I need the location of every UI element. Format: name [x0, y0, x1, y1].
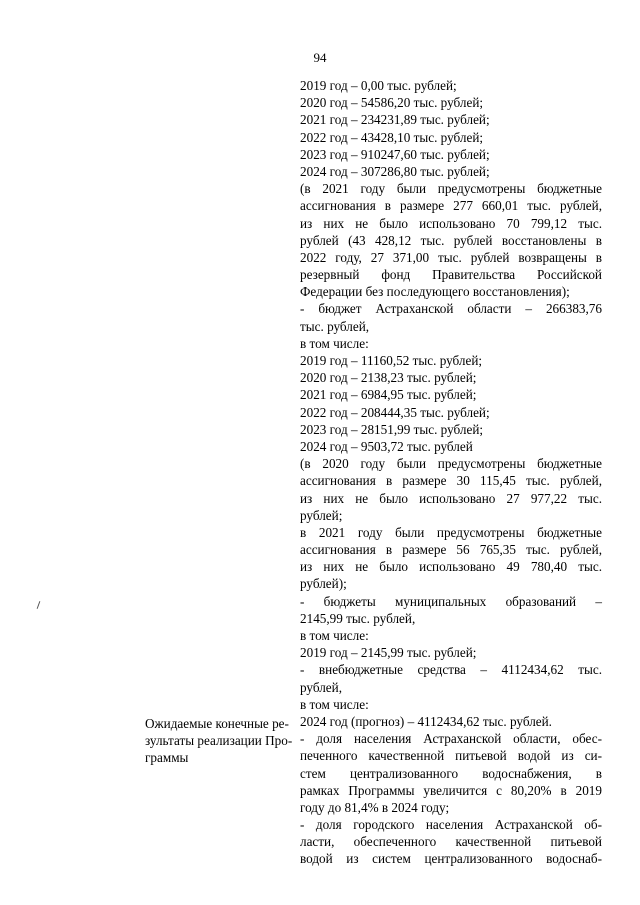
- program-details-column: [300, 77, 602, 868]
- text-line: печенного качественной питьевой водой из си-: [300, 748, 602, 764]
- text-line: (в 2020 году были предусмотрены бюджетные: [300, 456, 602, 472]
- text-line: 2019 год – 0,00 тыс. рублей;: [300, 78, 457, 93]
- text-line: 2021 год – 6984,95 тыс. рублей;: [300, 387, 477, 403]
- expected-results-label: [145, 715, 293, 767]
- text-line: тыс. рублей,: [300, 318, 370, 334]
- page-number: 94: [313, 50, 327, 65]
- text-line: - доля населения Астраханской области, обес-: [300, 731, 602, 747]
- text-line: 2024 год (прогноз) – 4112434,62 тыс. рублей.: [300, 713, 552, 729]
- scan-mark: [37, 601, 41, 609]
- text-line: ассигнования в размере 30 115,45 тыс. рублей,: [300, 473, 602, 489]
- text-line: 2023 год – 28151,99 тыс. рублей;: [300, 421, 484, 437]
- text-line: из них не было использовано 27 977,22 тыс.: [300, 490, 602, 506]
- text-line: ассигнования в размере 277 660,01 тыс. рублей,: [300, 198, 602, 214]
- text-line: 2022 год – 43428,10 тыс. рублей;: [300, 129, 484, 145]
- text-line: 2145,99 тыс. рублей,: [300, 610, 416, 626]
- text-line: 2024 год – 307286,80 тыс. рублей;: [300, 163, 490, 179]
- text-line: 2024 год – 9503,72 тыс. рублей: [300, 438, 473, 454]
- text-line: ласти, обеспеченного качественной питьевой: [300, 834, 602, 850]
- text-line: рублей (43 428,12 тыс. рублей восстановлены в: [300, 232, 602, 248]
- text-line: 2021 год – 234231,89 тыс. рублей;: [300, 112, 490, 128]
- text-line: 2019 год – 11160,52 тыс. рублей;: [300, 353, 483, 368]
- text-line: 2023 год – 910247,60 тыс. рублей;: [300, 146, 490, 162]
- text-line: рублей);: [300, 576, 347, 592]
- text-line: рублей,: [300, 679, 343, 695]
- text-line: в том числе:: [300, 696, 369, 712]
- text-line: в 2021 году были предусмотрены бюджетные: [300, 524, 602, 540]
- text-line: рублей;: [300, 507, 343, 523]
- text-line: 2022 году, 27 371,00 тыс. рублей возвращены в: [300, 249, 602, 265]
- text-line: - бюджет Астраханской области – 266383,76: [300, 301, 602, 317]
- text-line: стем централизованного водоснабжения, в: [300, 765, 602, 781]
- text-line: 2022 год – 208444,35 тыс. рублей;: [300, 404, 490, 420]
- label-line: Ожидаемые конечные ре-: [145, 716, 289, 731]
- text-line: - доля городского населения Астраханской об-: [300, 817, 602, 833]
- text-line: (в 2021 году были предусмотрены бюджетные: [300, 181, 602, 197]
- text-line: Федерации без последующего восстановления);: [300, 284, 570, 300]
- text-line: рамках Программы увеличится с 80,20% в 2019: [300, 782, 602, 798]
- text-line: в том числе:: [300, 335, 369, 351]
- text-line: 2020 год – 54586,20 тыс. рублей;: [300, 95, 484, 111]
- text-line: - бюджеты муниципальных образований –: [300, 593, 602, 609]
- text-line: - внебюджетные средства – 4112434,62 тыс.: [300, 662, 602, 678]
- text-line: резервный фонд Правительства Российской: [300, 267, 602, 283]
- text-line: водой из систем централизованного водоснаб-: [300, 851, 602, 867]
- text-line: из них не было использовано 70 799,12 тыс.: [300, 215, 602, 231]
- text-line: 2020 год – 2138,23 тыс. рублей;: [300, 370, 477, 386]
- text-line: году до 81,4% в 2024 году;: [300, 799, 450, 815]
- text-line: ассигнования в размере 56 765,35 тыс. рублей,: [300, 542, 602, 558]
- text-line: в том числе:: [300, 628, 369, 643]
- label-line: зультаты реализации Про-: [145, 733, 293, 749]
- label-line: граммы: [145, 750, 189, 766]
- text-line: из них не было использовано 49 780,40 тыс.: [300, 559, 602, 575]
- text-line: 2019 год – 2145,99 тыс. рублей;: [300, 645, 477, 661]
